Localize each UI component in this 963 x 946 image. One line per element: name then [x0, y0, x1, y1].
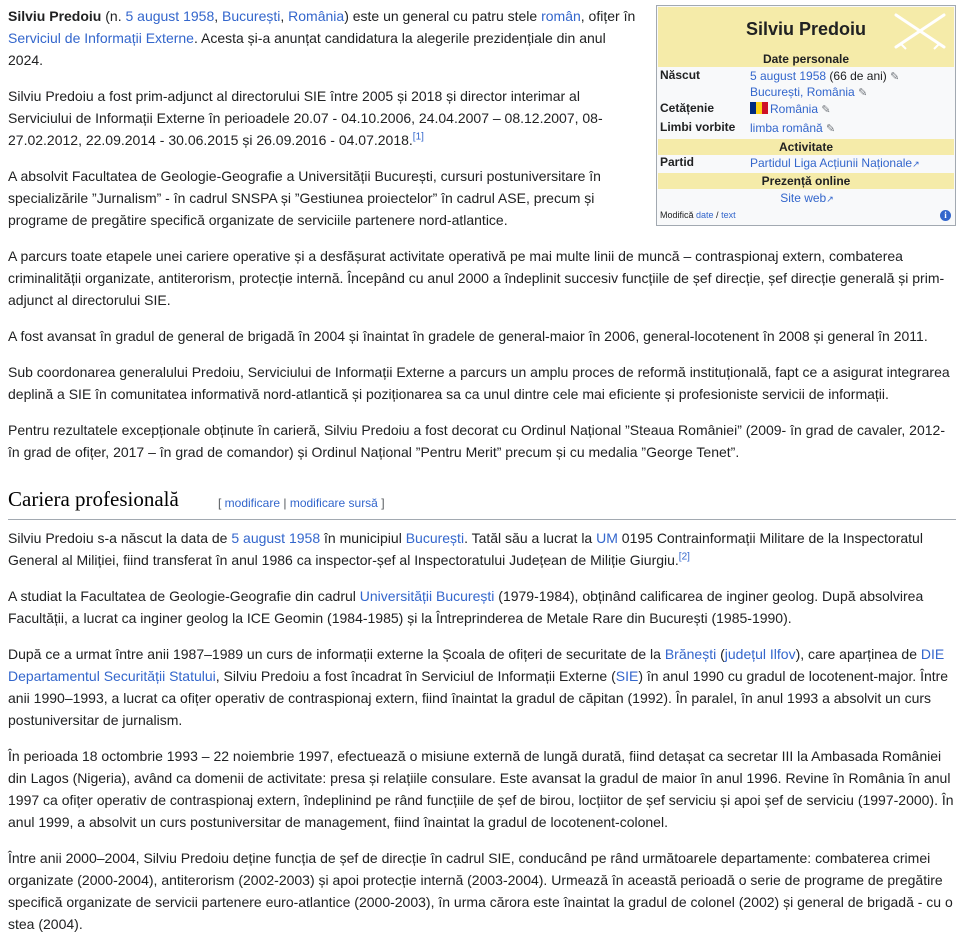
link-sie[interactable]: Serviciul de Informații Externe	[8, 30, 194, 46]
career-paragraph-1: Silviu Predoiu s-a născut la data de 5 august 1958 în municipiul București. Tatăl său a lucrat la UM 0195 Contrainformații Militare de la Inspectoratul General al Miliției, fiind transferat în anul 1986 ca inspector-șef al Inspectoratului Județean de Miliție Giurgiu.[2]	[8, 530, 923, 568]
career-paragraph-4: În perioada 18 octombrie 1993 – 22 noiembrie 1997, efectuează o misiune externă de lungă durată, fiind detașat ca secretar III la Ambasada României din Lagos (Nigeria), având ca domenii de activitate: presa și relațiile consulare. Este avansat la gradul de maior în anul 1996. Revine în România în anul 1997 ca ofițer operativ de contraspionaj extern, îndeplinind pe rând funcțiile de șef de birou, locțiitor de șef serviciu și apoi șef de serviciu (1997-2000). În anul 1999, a absolvit un curs postuniversitar de management, fiind înaintat la gradul de locotenent-colonel.	[8, 748, 954, 830]
edit-text-link[interactable]: text	[721, 210, 736, 220]
career-paragraph-5: Între anii 2000–2004, Silviu Predoiu deține funcția de șef de direcție în cadrul SIE, conducând pe rând următoarele departamente: combaterea crimei organizate (2000-2004), antiterorism (2002-2003) și apoi protecție internă (2003-2004). Urmează în această perioadă o serie de programe de pregătire specifică organizate de servicii partenere euro-atlantice (2000-2003), în urma cărora este înaintat la gradul de colonel (2002) și general de brigadă - cu o stea (2004).	[8, 850, 953, 932]
link-judetul-ilfov[interactable]: județul Ilfov	[724, 646, 796, 662]
reference-1[interactable]: [1]	[412, 131, 424, 143]
reference-2[interactable]: [2]	[678, 551, 690, 563]
languages-value	[750, 121, 835, 137]
career-paragraph-2: A studiat la Facultatea de Geologie-Geografie din cadrul Universității București (1979-1984), obținând calificarea de inginer geolog. După absolvirea Facultății, a lucrat ca inginer geolog la ICE Geomin (1984-1985) și la Întreprinderea de Metale Rare din București (1985-1990).	[8, 588, 924, 626]
link-dss[interactable]: Departamentul Securității Statului	[8, 668, 216, 684]
intro-paragraph-1: Silviu Predoiu (n. 5 august 1958, București, România) este un general cu patru stele român, ofițer în Serviciul de Informații Externe. Acesta și-a anunțat candidatura la alegerile prezidențiale din anul 2024.	[8, 8, 636, 68]
edit-link[interactable]: modificare	[224, 496, 281, 510]
edit-date-link[interactable]: date	[696, 210, 714, 220]
party-value	[750, 156, 920, 172]
citizenship-value	[750, 102, 831, 118]
pencil-icon[interactable]: ✎	[890, 71, 900, 83]
subject-name: Silviu Predoiu	[8, 8, 102, 24]
party-label: Partid	[660, 155, 695, 169]
link-die[interactable]: DIE	[920, 646, 945, 662]
pencil-icon[interactable]: ✎	[858, 87, 868, 99]
born-label: Născut	[660, 68, 701, 82]
link-sie-2[interactable]: SIE	[615, 668, 639, 684]
link-roman[interactable]: român	[541, 8, 581, 24]
infobox-section-personal: Date personale	[658, 51, 954, 67]
infobox-citizenship-link[interactable]: România	[770, 102, 819, 116]
infobox-party-link[interactable]: Partidul Liga Acțiunii Naționale	[750, 156, 913, 170]
section-edit-links: [ modificare | modificare sursă ]	[218, 496, 385, 510]
external-link-icon: ↗	[912, 159, 920, 169]
infobox-footer: Modifică date / text	[660, 210, 736, 220]
intro-paragraph-6: Sub coordonarea generalului Predoiu, Serviciului de Informații Externe a parcurs un amplu proces de reformă instituțională, fapt ce a asigurat integrarea deplină a SIE în comunitatea informativă nord-atlantică și poziționarea sa ca unul dintre cele mai eficiente și profesioniste servicii de informații.	[8, 364, 950, 402]
born-value: 5 august 1958 (66 de ani) ✎ București, România ✎	[750, 69, 900, 99]
link-um[interactable]: UM	[596, 530, 618, 546]
link-romania[interactable]: România	[288, 8, 345, 24]
career-paragraph-3: După ce a urmat între anii 1987–1989 un curs de informații externe la Școala de ofițeri de securitate de la Brănești (județul Ilfov), care aparținea de DIE Departamentul Securității Statului, Silviu Predoiu a fost încadrat în Serviciul de Informații Externe (SIE) în anul 1990 cu gradul de locotenent-major. Între anii 1990–1993, a lucrat ca ofițer operativ de contraspionaj extern, fiind înaintat la gradul de căpitan (1992). În paralel, în anul 1993 a absolvit un curs postuniversitar de jurnalism.	[8, 646, 949, 728]
link-branesti[interactable]: Brănești	[664, 646, 717, 662]
intro-paragraph-4: A parcurs toate etapele unei cariere operative și a desfășurat activitate operativă pe mai multe linii de muncă – contraspionaj extern, combaterea criminalității organizate, antiterorism, protecție internă. Începând cu anul 2000 a îndeplinit succesiv funcțiile de șef direcție, șef direcție generală și prim-adjunct al directorului SIE.	[8, 248, 945, 308]
intro-paragraph-3: A absolvit Facultatea de Geologie-Geografie a Universității București, cursuri postuniversitare în specializările ”Jurnalism” - în cadrul SNSPA și ”Gestiunea proiectelor” în cadrul ASE, precum și programe de pregătire specifică organizate de serviciile partenere nord-atlantice.	[8, 168, 601, 228]
link-bucuresti[interactable]: București	[222, 8, 281, 24]
section-title: Cariera profesională	[8, 487, 179, 511]
infobox-language-link[interactable]: limba română	[750, 121, 823, 135]
edit-source-link[interactable]: modificare sursă	[289, 496, 378, 510]
pencil-icon[interactable]: ✎	[821, 104, 831, 116]
intro-paragraph-2: Silviu Predoiu a fost prim-adjunct al directorului SIE între 2005 și 2018 și director interimar al Serviciului de Informații Externe în perioadele 20.07 - 04.10.2006, 24.04.2007 – 08.12.2007, 08-27.02.2012, 22.09.2014 - 30.06.2015 și 26.09.2016 - 04.07.2018.[1]	[8, 88, 603, 148]
infobox-row-website	[660, 191, 954, 205]
link-birth-date-2[interactable]: 5 august 1958	[231, 530, 321, 546]
link-bucuresti-2[interactable]: București	[405, 530, 465, 546]
intro-paragraph-5: A fost avansat în gradul de general de brigadă în 2004 și înaintat în gradele de general-maior în 2006, general-locotenent în 2008 și general în 2011.	[8, 328, 928, 344]
languages-label: Limbi vorbite	[660, 120, 736, 134]
infobox	[656, 5, 956, 226]
infobox-section-online: Prezență online	[658, 173, 954, 189]
link-birth-date[interactable]: 5 august 1958	[125, 8, 215, 24]
external-link-icon: ↗	[826, 194, 834, 204]
infobox-title: Silviu Predoiu	[745, 19, 867, 39]
infobox-born-place[interactable]: București, România	[750, 85, 855, 99]
infobox-title-bar	[658, 7, 954, 55]
info-icon[interactable]: i	[940, 210, 951, 221]
crossed-swords-icon	[892, 11, 948, 51]
citizenship-label: Cetățenie	[660, 101, 715, 115]
infobox-website-link[interactable]: Site web	[780, 191, 827, 205]
link-universitatea-bucuresti[interactable]: Universității București	[359, 588, 495, 604]
romania-flag-icon	[750, 102, 768, 114]
section-heading-cariera	[8, 484, 956, 520]
infobox-born-date[interactable]: 5 august 1958	[750, 69, 827, 83]
infobox-section-activity: Activitate	[658, 139, 954, 155]
pencil-icon[interactable]: ✎	[826, 123, 836, 135]
intro-paragraph-7: Pentru rezultatele excepționale obținute în carieră, Silviu Predoiu a fost decorat cu Ordinul Național ”Steaua României” (2009- în grad de cavaler, 2012- în grad de ofițer, 2017 – în grad de comandor) și Ordinul Național ”Pentru Merit” precum și cu medalia ”George Tenet”.	[8, 422, 945, 460]
